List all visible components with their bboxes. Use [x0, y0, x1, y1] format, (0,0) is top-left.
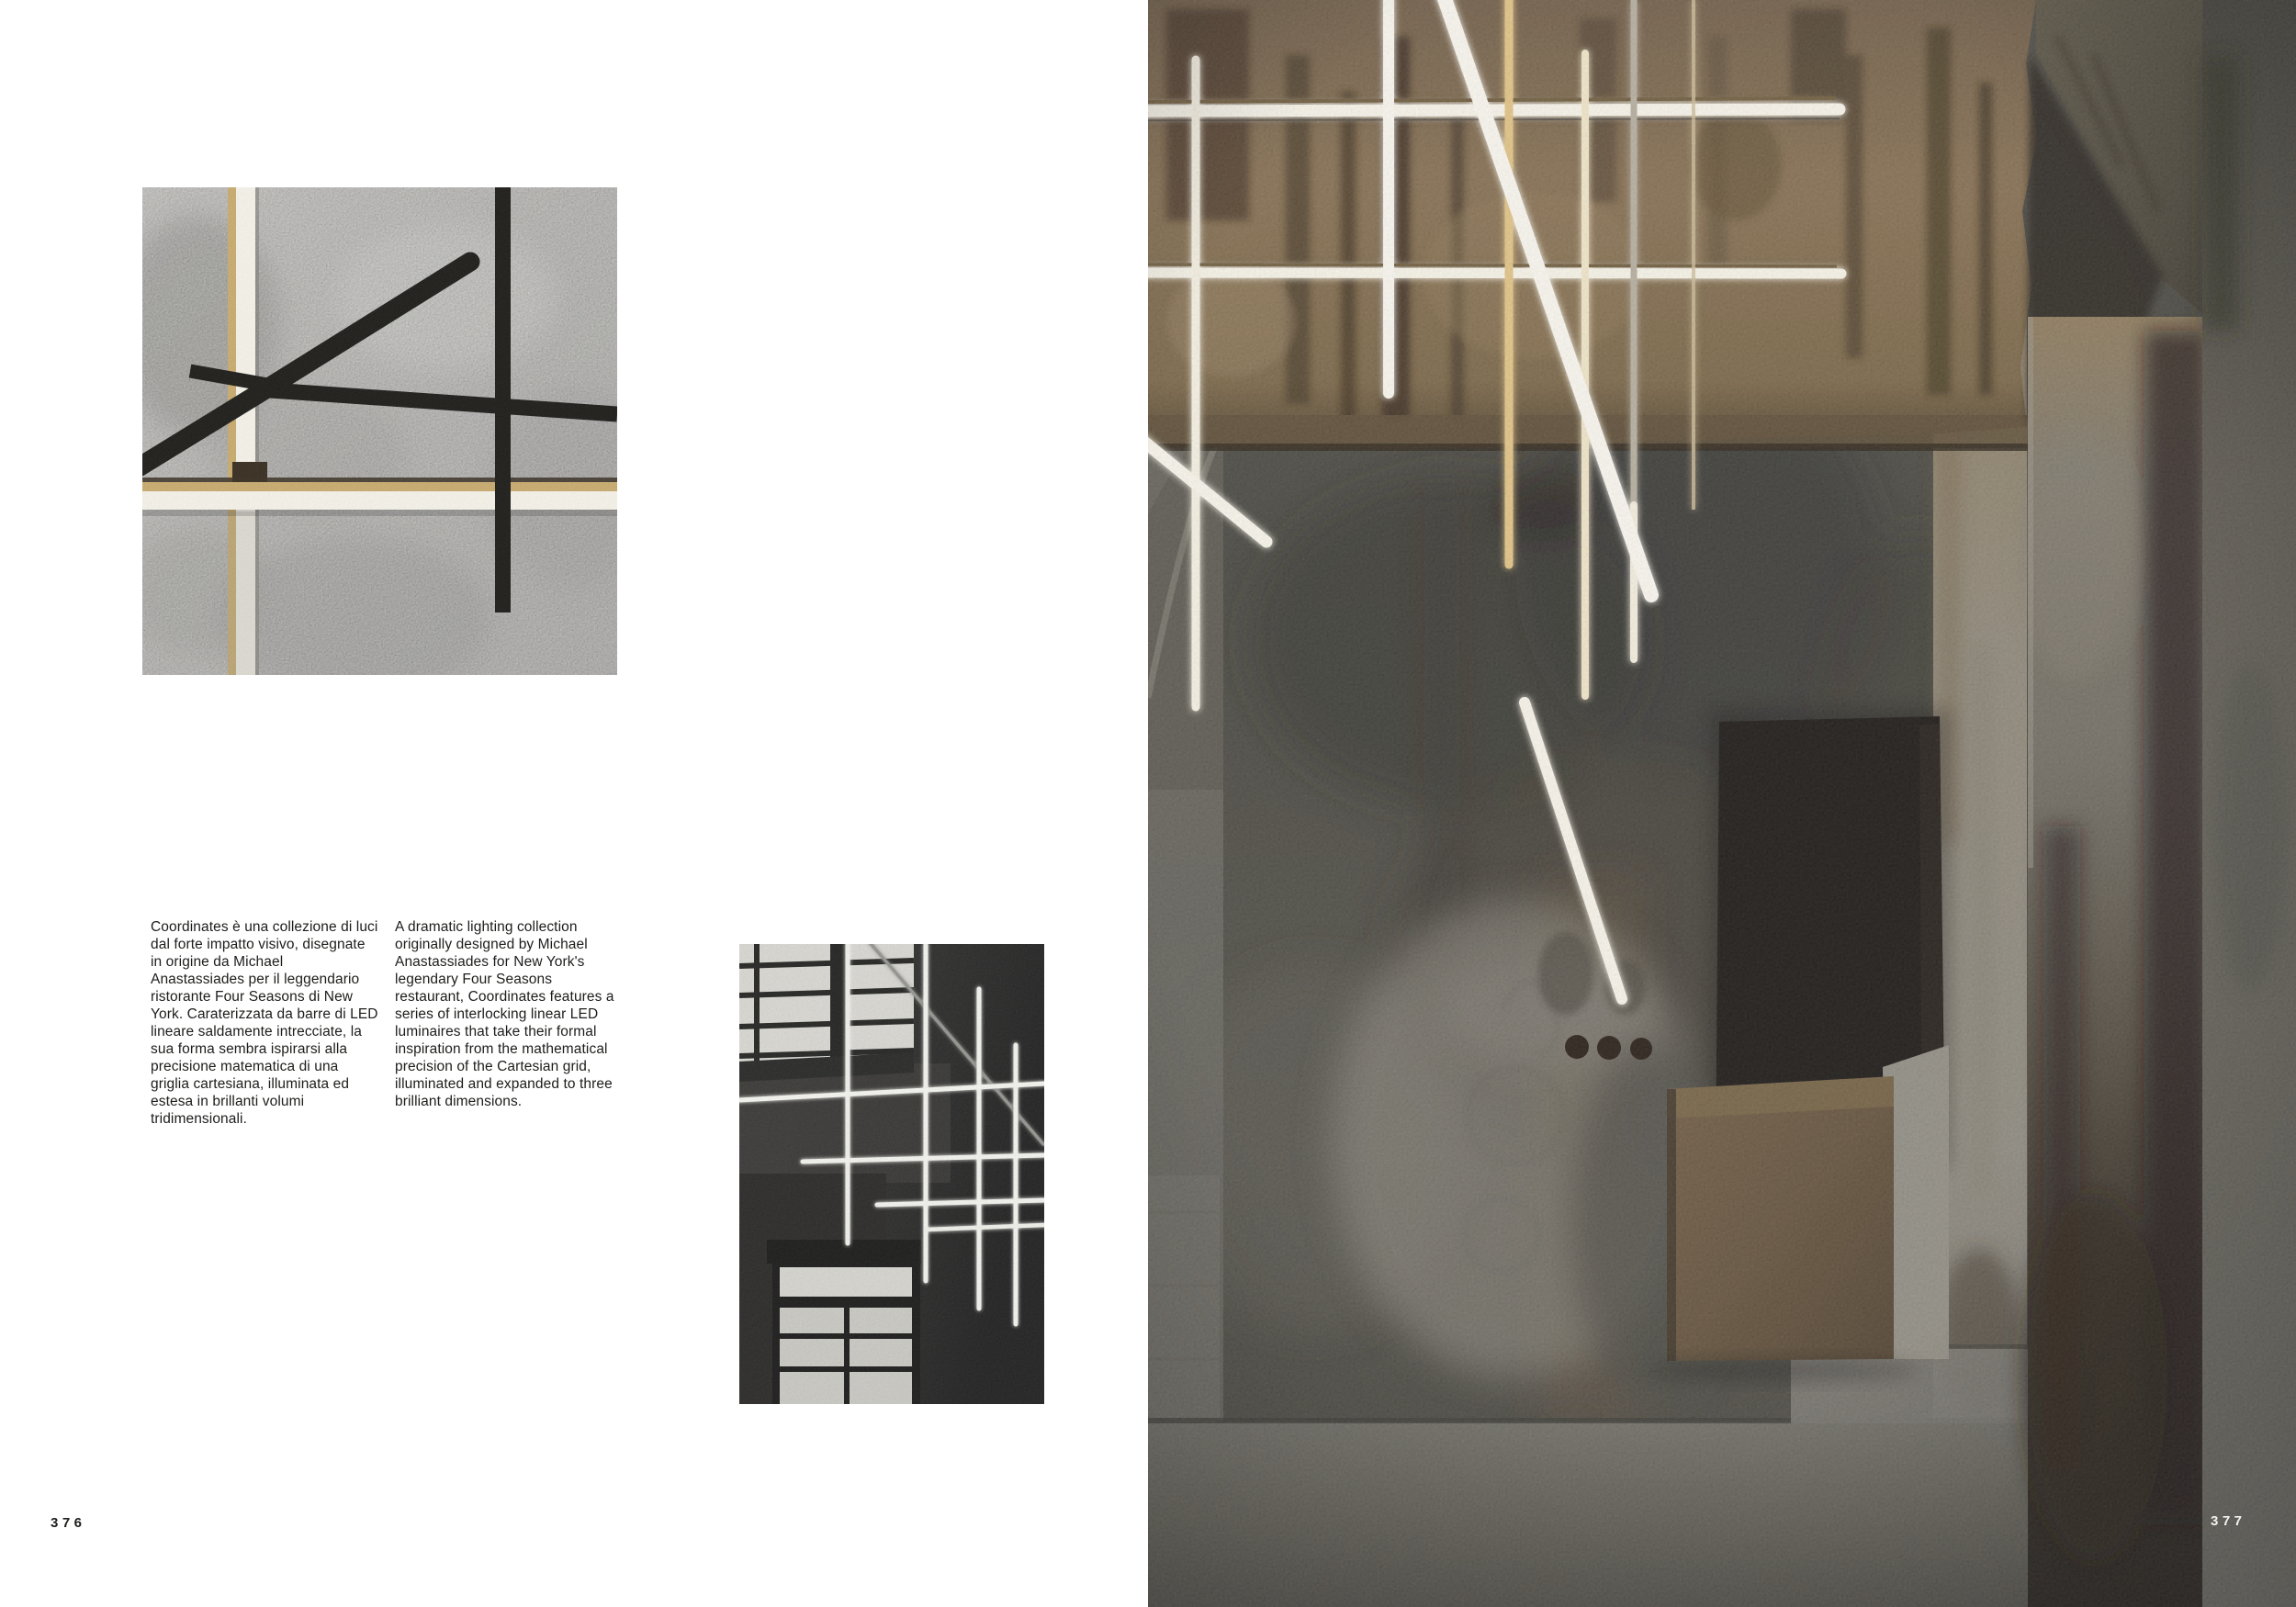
paragraph-english: A dramatic lighting collection originally designed by Michael Anastassiades for New York's legendary Four Seasons restaurant, Coordinates features a series of interlocking linear LED luminaires that take their formal inspiration from the mathematical precision of the Cartesian grid, illuminated and expanded to three brilliant dimensions.: [395, 919, 614, 1109]
interior-photo-large: [1148, 0, 2296, 1607]
page-number-right: 377: [2211, 1513, 2246, 1529]
interior-photo-small: [739, 944, 1044, 1404]
page-number-left: 376: [51, 1515, 86, 1531]
paragraph-italian: Coordinates è una collezione di luci dal forte impatto visivo, disegnate in origine da Michael Anastassiades per il leggendario ristorante Four Seasons di New York. Caraterizzata da barre di LED lineare saldamente intrecciate, la sua forma sembra ispirarsi alla precisione matematica di una griglia cartesiana, illuminata ed estesa in brillanti volumi tridimensionali.: [151, 919, 378, 1127]
detail-photo: [142, 187, 617, 675]
